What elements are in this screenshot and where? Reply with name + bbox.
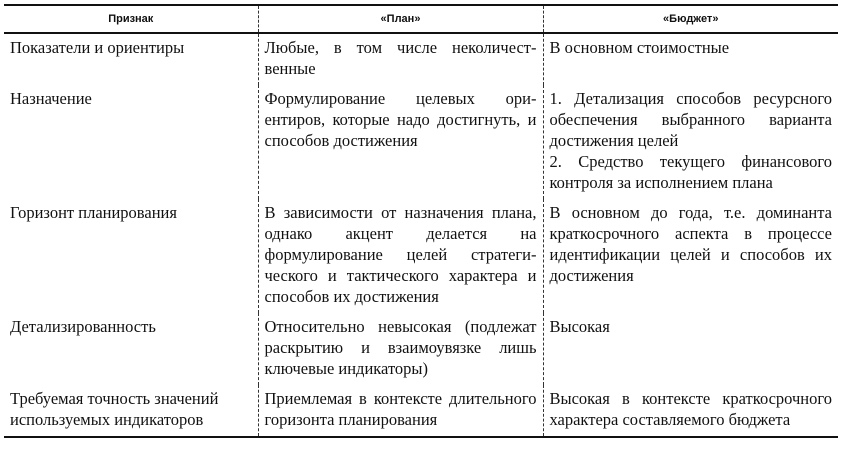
header-feature: Признак [4,5,258,33]
header-plan: «План» [258,5,543,33]
budget-paragraph: 2. Средство текущего финансового контроля за исполнением плана [549,152,832,192]
table-row [4,199,838,313]
row-feature-cell: Назначение [4,85,258,199]
row-plan-cell: Формулирование целевых ориентиров, которые надо достигнуть, и способов достижения [258,85,543,199]
row-plan-cell: Приемлемая в контексте длительного горизонта планирования [258,385,543,437]
row-feature-cell: Требуемая точность значений используемых индикаторов [4,385,258,437]
budget-paragraph: Высокая [549,317,610,336]
row-feature-cell: Показатели и ориентиры [4,33,258,85]
header-row [4,5,838,33]
row-plan-cell: В зависимости от назначения плана, однако акцент делается на формулирование целей стратегического и тактического характера и способов их достижения [258,199,543,313]
plan-vs-budget-table [4,4,838,438]
row-plan-cell: Любые, в том числе неколичественные [258,33,543,85]
table-row [4,33,838,85]
row-budget-cell [543,85,838,199]
budget-paragraph: 1. Детализация способов ресурсного обеспечения выбранного варианта достижения целей [549,89,832,150]
budget-paragraph: В основном до года, т.е. доминанта краткосрочного аспекта в процессе идентификации целей и способов их достижения [549,203,832,285]
table-row [4,385,838,437]
budget-paragraph: В основном стоимостные [549,38,730,57]
document-page [4,4,838,459]
row-feature-cell: Детализированность [4,313,258,385]
row-plan-cell: Относительно невысокая (подлежат раскрытию и взаимоувязке лишь ключевые индикаторы) [258,313,543,385]
row-budget-cell [543,313,838,385]
header-budget: «Бюджет» [543,5,838,33]
budget-paragraph: Высокая в контексте краткосрочного характера составляемого бюджета [549,389,832,429]
row-budget-cell [543,385,838,437]
row-budget-cell [543,199,838,313]
table-row [4,85,838,199]
row-feature-cell: Горизонт планирования [4,199,258,313]
table-row [4,313,838,385]
row-budget-cell [543,33,838,85]
